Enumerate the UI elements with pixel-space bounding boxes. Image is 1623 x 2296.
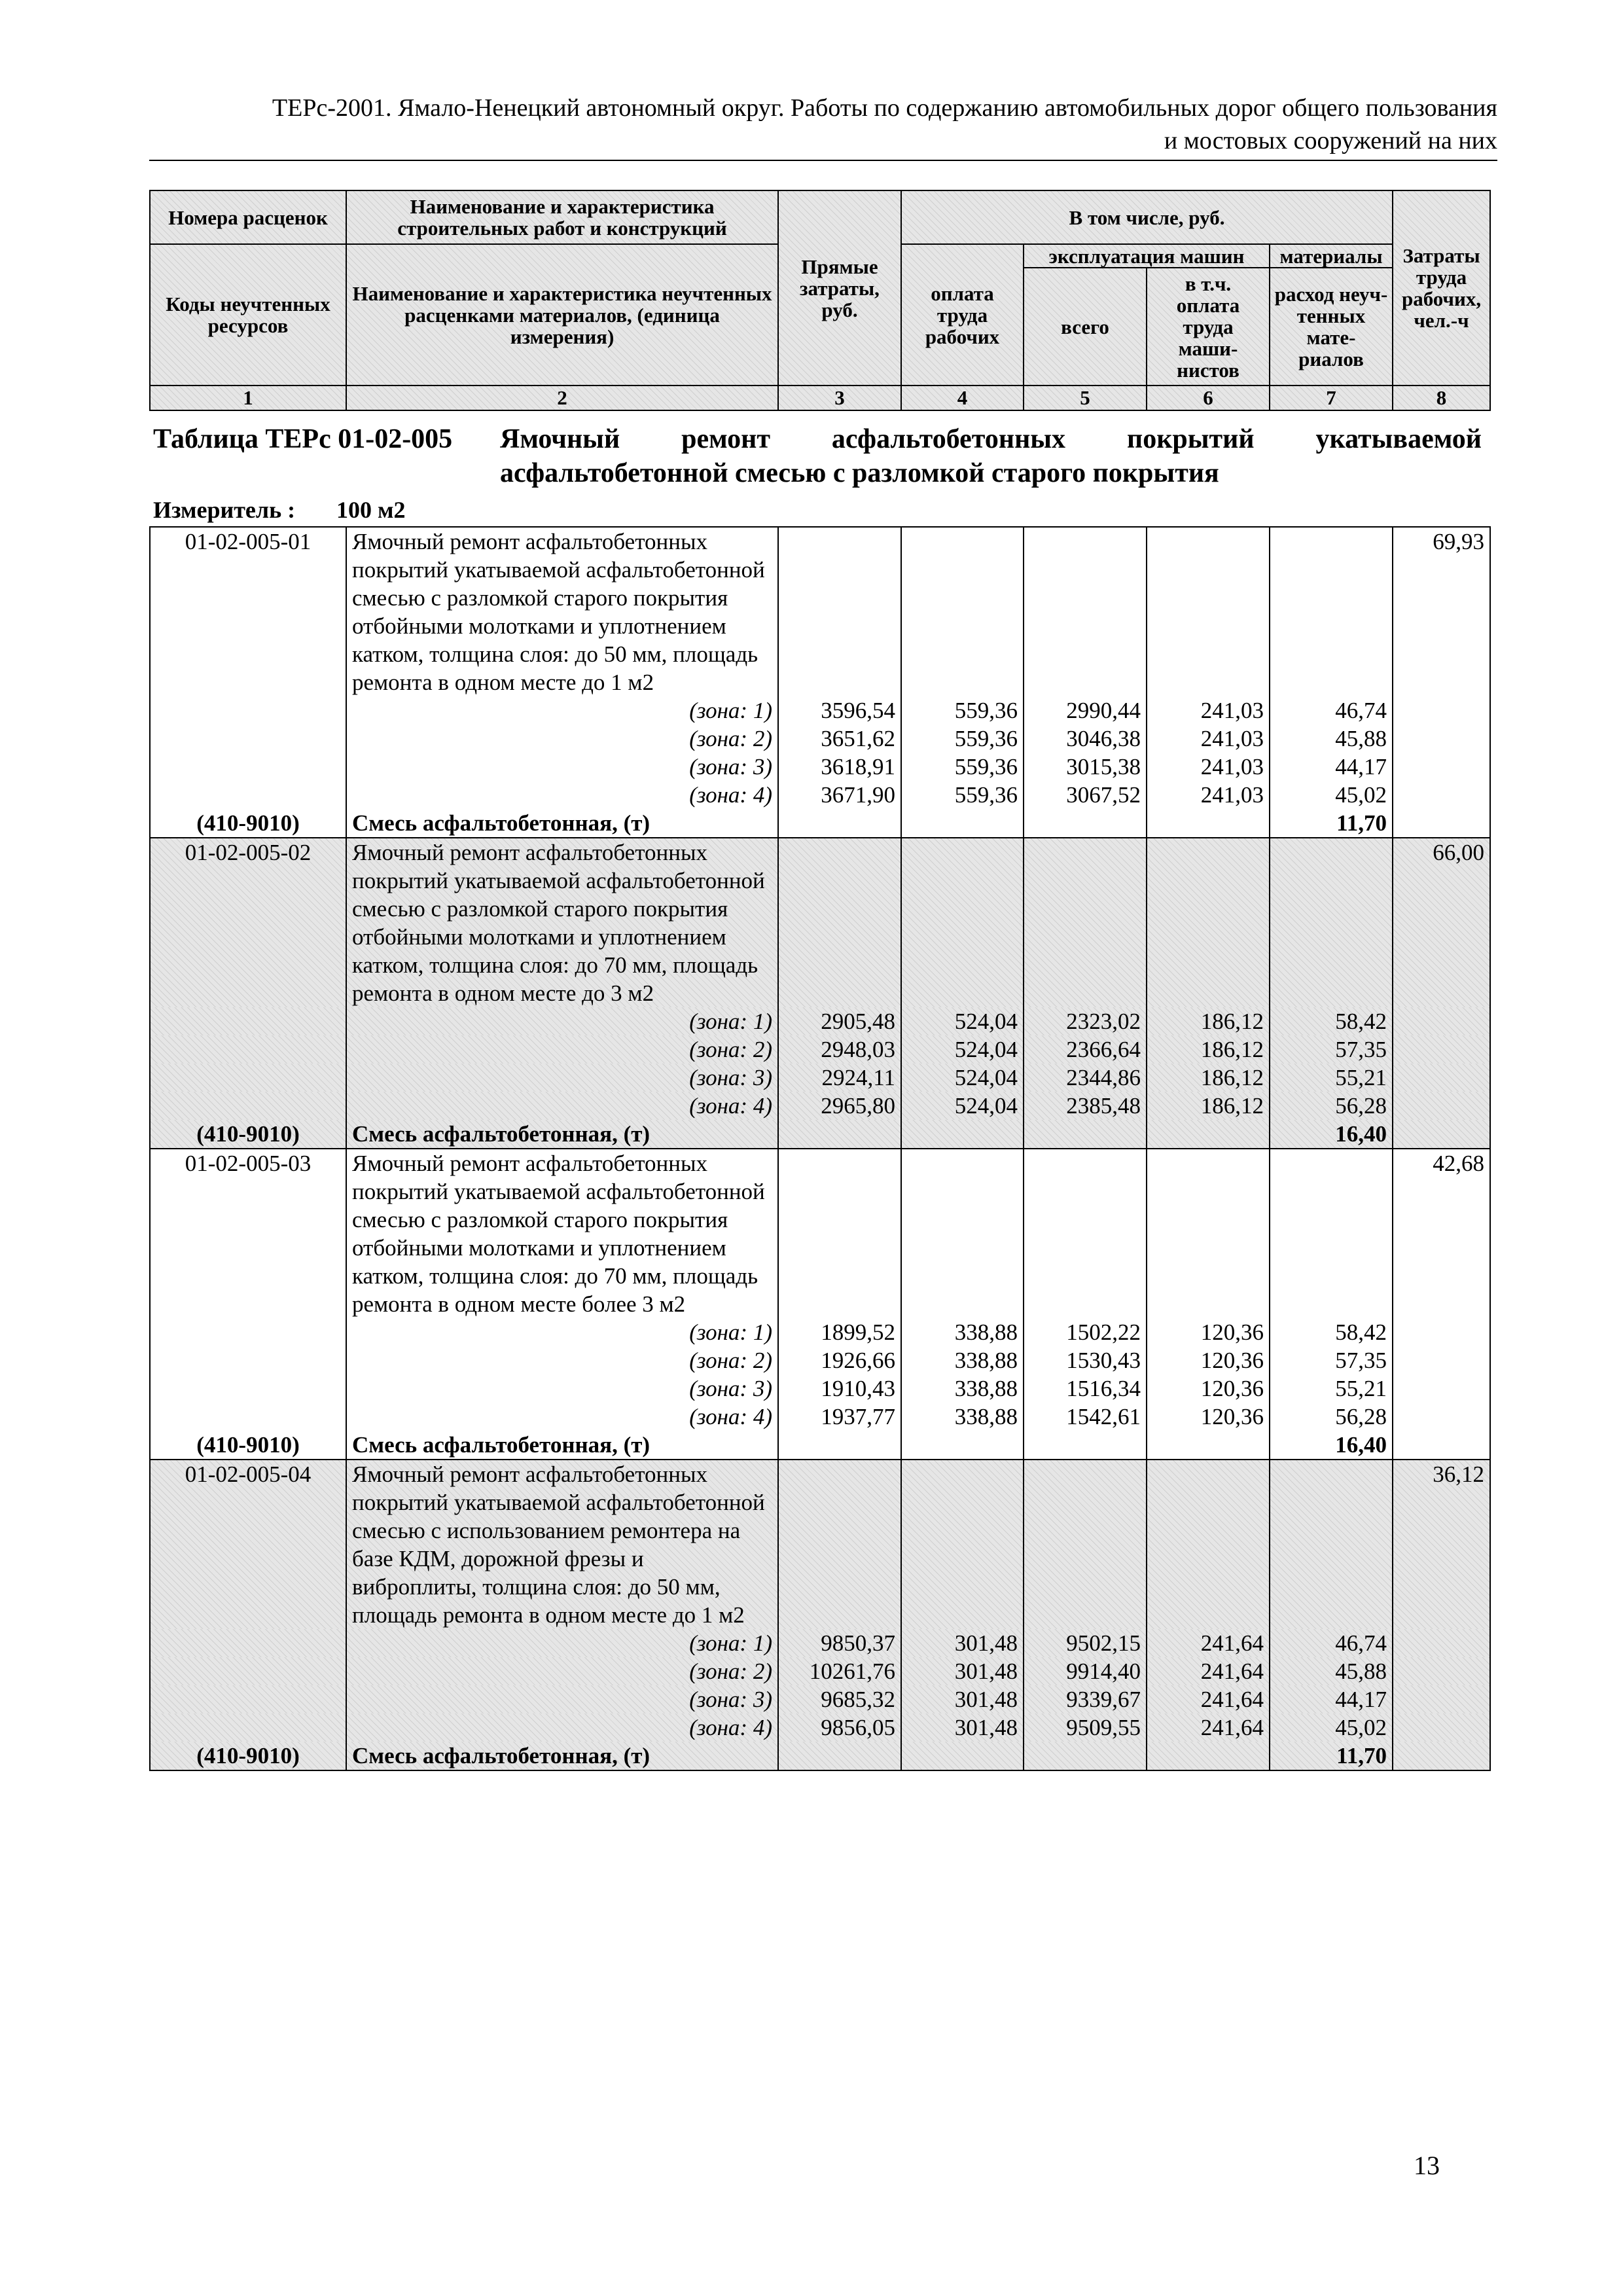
zone-label: (зона: 2) — [346, 1035, 778, 1064]
zone-row — [150, 1346, 1490, 1374]
empty-cell — [1393, 1092, 1490, 1120]
labor-cost: 69,93 — [1393, 527, 1490, 696]
header-col1-top: Номера расценок — [150, 190, 346, 244]
zone-machines: 2366,64 — [1024, 1035, 1147, 1064]
zone-materials: 45,88 — [1270, 725, 1393, 753]
header-line-1: ТЕРс-2001. Ямало-Ненецкий автономный округ. Работы по содержанию автомобильных дорог общего пользования — [272, 94, 1497, 122]
zone-wages: 524,04 — [901, 1092, 1024, 1120]
empty-cell — [1147, 809, 1270, 838]
empty-cell — [778, 838, 901, 1007]
zone-label: (зона: 2) — [346, 1346, 778, 1374]
zone-machines: 9339,67 — [1024, 1685, 1147, 1713]
resource-name: Смесь асфальтобетонная, (т) — [346, 809, 778, 838]
empty-cell — [1393, 696, 1490, 725]
empty-cell — [1147, 1149, 1270, 1318]
zone-operators: 120,36 — [1147, 1403, 1270, 1431]
zone-direct: 2924,11 — [778, 1064, 901, 1092]
column-number: 2 — [346, 386, 778, 410]
header-unaccounted-materials: расход неуч-тенных мате-риалов — [1270, 268, 1393, 386]
resource-code: (410-9010) — [150, 1431, 346, 1460]
zone-label: (зона: 3) — [346, 1064, 778, 1092]
zone-wages: 338,88 — [901, 1318, 1024, 1346]
zone-operators: 241,03 — [1147, 781, 1270, 809]
resource-quantity: 11,70 — [1270, 1742, 1393, 1770]
empty-cell — [150, 1403, 346, 1431]
empty-cell — [150, 1064, 346, 1092]
zone-direct: 2965,80 — [778, 1092, 901, 1120]
zone-materials: 45,02 — [1270, 781, 1393, 809]
header-including: В том числе, руб. — [901, 190, 1393, 244]
zone-materials: 44,17 — [1270, 753, 1393, 781]
empty-cell — [1024, 809, 1147, 838]
resource-row — [150, 1742, 1490, 1770]
zone-wages: 524,04 — [901, 1007, 1024, 1035]
empty-cell — [1147, 527, 1270, 696]
zone-label: (зона: 4) — [346, 1092, 778, 1120]
zone-row — [150, 753, 1490, 781]
rate-row — [150, 838, 1490, 1007]
zone-row — [150, 1403, 1490, 1431]
rate-row — [150, 1149, 1490, 1318]
meter — [153, 496, 406, 524]
empty-cell — [1024, 838, 1147, 1007]
zone-wages: 559,36 — [901, 753, 1024, 781]
empty-cell — [1393, 1657, 1490, 1685]
zone-label: (зона: 4) — [346, 1403, 778, 1431]
page-number: 13 — [1414, 2151, 1440, 2180]
zone-operators: 120,36 — [1147, 1346, 1270, 1374]
empty-cell — [1024, 1742, 1147, 1770]
zone-wages: 524,04 — [901, 1035, 1024, 1064]
empty-cell — [1024, 1460, 1147, 1629]
document-header — [149, 92, 1497, 161]
empty-cell — [1393, 1685, 1490, 1713]
empty-cell — [1393, 1403, 1490, 1431]
empty-cell — [150, 1346, 346, 1374]
zone-label: (зона: 3) — [346, 753, 778, 781]
column-number: 4 — [901, 386, 1024, 410]
empty-cell — [1393, 1035, 1490, 1064]
empty-cell — [1393, 1742, 1490, 1770]
empty-cell — [1024, 1431, 1147, 1460]
resource-code: (410-9010) — [150, 1742, 346, 1770]
rate-description: Ямочный ремонт асфальтобетонных покрытий укатываемой асфальтобетонной смесью с разломкой старого покрытия отбойными молотками и уплотнением катком, толщина слоя: до 50 мм, площадь ремонта в одном месте до 1 м2 — [346, 527, 778, 696]
zone-machines: 1530,43 — [1024, 1346, 1147, 1374]
empty-cell — [150, 1629, 346, 1657]
zone-operators: 186,12 — [1147, 1035, 1270, 1064]
rate-description: Ямочный ремонт асфальтобетонных покрытий укатываемой асфальтобетонной смесью с разломкой старого покрытия отбойными молотками и уплотнением катком, толщина слоя: до 70 мм, площадь ремонта в одном месте более 3 м2 — [346, 1149, 778, 1318]
empty-cell — [1393, 1318, 1490, 1346]
zone-label: (зона: 1) — [346, 1318, 778, 1346]
zone-materials: 58,42 — [1270, 1318, 1393, 1346]
header-machines: эксплуатация машин — [1024, 244, 1270, 268]
zone-row — [150, 725, 1490, 753]
empty-cell — [1393, 1064, 1490, 1092]
zone-machines: 3015,38 — [1024, 753, 1147, 781]
resource-code: (410-9010) — [150, 809, 346, 838]
zone-machines: 9509,55 — [1024, 1713, 1147, 1742]
zone-operators: 241,03 — [1147, 725, 1270, 753]
zone-machines: 3046,38 — [1024, 725, 1147, 753]
zone-operators: 241,64 — [1147, 1657, 1270, 1685]
zone-wages: 338,88 — [901, 1346, 1024, 1374]
column-number: 5 — [1024, 386, 1147, 410]
header-labor-costs: Затраты труда рабочих, чел.-ч — [1393, 190, 1490, 386]
resource-quantity: 11,70 — [1270, 809, 1393, 838]
column-header-table — [149, 190, 1491, 411]
empty-cell — [1393, 1374, 1490, 1403]
zone-operators: 120,36 — [1147, 1374, 1270, 1403]
zone-label: (зона: 2) — [346, 725, 778, 753]
zone-operators: 186,12 — [1147, 1092, 1270, 1120]
zone-operators: 241,64 — [1147, 1685, 1270, 1713]
empty-cell — [901, 1120, 1024, 1149]
zone-wages: 301,48 — [901, 1713, 1024, 1742]
empty-cell — [1147, 1120, 1270, 1149]
zone-machines: 2344,86 — [1024, 1064, 1147, 1092]
rate-row — [150, 1460, 1490, 1629]
empty-cell — [778, 1431, 901, 1460]
zone-row — [150, 781, 1490, 809]
zone-row — [150, 1657, 1490, 1685]
zone-materials: 55,21 — [1270, 1374, 1393, 1403]
empty-cell — [150, 1713, 346, 1742]
zone-row — [150, 696, 1490, 725]
resource-row — [150, 1431, 1490, 1460]
column-number: 8 — [1393, 386, 1490, 410]
column-number: 6 — [1147, 386, 1270, 410]
zone-wages: 301,48 — [901, 1657, 1024, 1685]
zone-row — [150, 1374, 1490, 1403]
zone-direct: 2905,48 — [778, 1007, 901, 1035]
zone-direct: 9685,32 — [778, 1685, 901, 1713]
zone-operators: 186,12 — [1147, 1007, 1270, 1035]
empty-cell — [778, 1149, 901, 1318]
resource-name: Смесь асфальтобетонная, (т) — [346, 1742, 778, 1770]
empty-cell — [1393, 725, 1490, 753]
empty-cell — [150, 1318, 346, 1346]
empty-cell — [901, 527, 1024, 696]
zone-direct: 1926,66 — [778, 1346, 901, 1374]
resource-quantity: 16,40 — [1270, 1120, 1393, 1149]
rates-table — [149, 526, 1491, 1771]
empty-cell — [1393, 1713, 1490, 1742]
header-col2-bottom: Наименование и характеристика неучтенных расценками материалов, (единица измерения) — [346, 244, 778, 386]
zone-direct: 3651,62 — [778, 725, 901, 753]
zone-label: (зона: 3) — [346, 1685, 778, 1713]
zone-label: (зона: 3) — [346, 1374, 778, 1403]
empty-cell — [1393, 1629, 1490, 1657]
zone-label: (зона: 2) — [346, 1657, 778, 1685]
zone-machines: 2323,02 — [1024, 1007, 1147, 1035]
zone-row — [150, 1713, 1490, 1742]
zone-label: (зона: 4) — [346, 1713, 778, 1742]
zone-machines: 1516,34 — [1024, 1374, 1147, 1403]
zone-direct: 3618,91 — [778, 753, 901, 781]
resource-row — [150, 1120, 1490, 1149]
empty-cell — [150, 1007, 346, 1035]
rate-code: 01-02-005-01 — [150, 527, 346, 696]
header-worker-wages: оплата труда рабочих — [901, 244, 1024, 386]
rate-description: Ямочный ремонт асфальтобетонных покрытий укатываемой асфальтобетонной смесью с разломкой старого покрытия отбойными молотками и уплотнением катком, толщина слоя: до 70 мм, площадь ремонта в одном месте до 3 м2 — [346, 838, 778, 1007]
empty-cell — [1024, 1120, 1147, 1149]
zone-machines: 1542,61 — [1024, 1403, 1147, 1431]
zone-operators: 241,03 — [1147, 696, 1270, 725]
empty-cell — [901, 838, 1024, 1007]
zone-operators: 241,03 — [1147, 753, 1270, 781]
empty-cell — [1024, 527, 1147, 696]
empty-cell — [150, 1035, 346, 1064]
labor-cost: 42,68 — [1393, 1149, 1490, 1318]
column-number: 3 — [778, 386, 901, 410]
zone-row — [150, 1035, 1490, 1064]
zone-direct: 9856,05 — [778, 1713, 901, 1742]
empty-cell — [1393, 809, 1490, 838]
resource-quantity: 16,40 — [1270, 1431, 1393, 1460]
zone-wages: 338,88 — [901, 1374, 1024, 1403]
table-title-code: Таблица ТЕРс 01-02-005 — [153, 424, 453, 454]
header-col2-top: Наименование и характеристика строительных работ и конструкций — [346, 190, 778, 244]
zone-direct: 1910,43 — [778, 1374, 901, 1403]
zone-direct: 3596,54 — [778, 696, 901, 725]
zone-materials: 55,21 — [1270, 1064, 1393, 1092]
labor-cost: 66,00 — [1393, 838, 1490, 1007]
resource-name: Смесь асфальтобетонная, (т) — [346, 1120, 778, 1149]
table-title-line-1: Ямочный ремонт асфальтобетонных покрытий укатываемой — [500, 424, 1482, 454]
zone-wages: 524,04 — [901, 1064, 1024, 1092]
empty-cell — [1393, 781, 1490, 809]
header-machines-total: всего — [1024, 268, 1147, 386]
empty-cell — [1393, 1120, 1490, 1149]
zone-machines: 9914,40 — [1024, 1657, 1147, 1685]
header-materials: материалы — [1270, 244, 1393, 268]
zone-row — [150, 1318, 1490, 1346]
zone-label: (зона: 1) — [346, 1629, 778, 1657]
zone-operators: 241,64 — [1147, 1629, 1270, 1657]
empty-cell — [1270, 1460, 1393, 1629]
zone-materials: 46,74 — [1270, 1629, 1393, 1657]
header-direct-costs: Прямые затраты, руб. — [778, 190, 901, 386]
zone-materials: 57,35 — [1270, 1035, 1393, 1064]
empty-cell — [150, 725, 346, 753]
header-line-2: и мостовых сооружений на них — [1164, 127, 1497, 154]
rate-code: 01-02-005-04 — [150, 1460, 346, 1629]
column-number: 7 — [1270, 386, 1393, 410]
zone-materials: 58,42 — [1270, 1007, 1393, 1035]
empty-cell — [150, 1374, 346, 1403]
meter-value: 100 м2 — [336, 497, 406, 523]
empty-cell — [1147, 1742, 1270, 1770]
zone-machines: 2990,44 — [1024, 696, 1147, 725]
zone-row — [150, 1629, 1490, 1657]
column-numbers-row — [150, 386, 1490, 410]
zone-materials: 45,02 — [1270, 1713, 1393, 1742]
zone-wages: 301,48 — [901, 1685, 1024, 1713]
empty-cell — [1270, 838, 1393, 1007]
empty-cell — [150, 1657, 346, 1685]
empty-cell — [150, 781, 346, 809]
zone-machines: 9502,15 — [1024, 1629, 1147, 1657]
empty-cell — [1147, 1460, 1270, 1629]
rate-row — [150, 527, 1490, 696]
rate-code: 01-02-005-03 — [150, 1149, 346, 1318]
zone-direct: 9850,37 — [778, 1629, 901, 1657]
header-operator-wages: в т.ч. оплата труда маши-нистов — [1147, 268, 1270, 386]
empty-cell — [1270, 527, 1393, 696]
zone-wages: 301,48 — [901, 1629, 1024, 1657]
empty-cell — [1024, 1149, 1147, 1318]
empty-cell — [778, 1460, 901, 1629]
zone-operators: 241,64 — [1147, 1713, 1270, 1742]
empty-cell — [778, 809, 901, 838]
empty-cell — [150, 1685, 346, 1713]
empty-cell — [150, 696, 346, 725]
table-title-line-2: асфальтобетонной смесью с разломкой старого покрытия — [500, 458, 1219, 488]
empty-cell — [778, 1120, 901, 1149]
empty-cell — [150, 753, 346, 781]
column-number: 1 — [150, 386, 346, 410]
zone-materials: 56,28 — [1270, 1403, 1393, 1431]
empty-cell — [1393, 1431, 1490, 1460]
zone-materials: 44,17 — [1270, 1685, 1393, 1713]
zone-wages: 338,88 — [901, 1403, 1024, 1431]
zone-machines: 3067,52 — [1024, 781, 1147, 809]
zone-label: (зона: 1) — [346, 1007, 778, 1035]
zone-direct: 3671,90 — [778, 781, 901, 809]
empty-cell — [1270, 1149, 1393, 1318]
zone-direct: 10261,76 — [778, 1657, 901, 1685]
zone-row — [150, 1092, 1490, 1120]
zone-materials: 46,74 — [1270, 696, 1393, 725]
zone-operators: 120,36 — [1147, 1318, 1270, 1346]
meter-label: Измеритель : — [153, 497, 296, 523]
empty-cell — [150, 1092, 346, 1120]
zone-materials: 57,35 — [1270, 1346, 1393, 1374]
empty-cell — [1147, 1431, 1270, 1460]
zone-row — [150, 1007, 1490, 1035]
empty-cell — [901, 1460, 1024, 1629]
zone-machines: 2385,48 — [1024, 1092, 1147, 1120]
empty-cell — [1147, 838, 1270, 1007]
zone-wages: 559,36 — [901, 725, 1024, 753]
zone-wages: 559,36 — [901, 696, 1024, 725]
zone-label: (зона: 1) — [346, 696, 778, 725]
header-col1-bottom: Коды неучтенных ресурсов — [150, 244, 346, 386]
empty-cell — [901, 1431, 1024, 1460]
empty-cell — [1393, 1346, 1490, 1374]
resource-code: (410-9010) — [150, 1120, 346, 1149]
labor-cost: 36,12 — [1393, 1460, 1490, 1629]
empty-cell — [1393, 1007, 1490, 1035]
zone-materials: 45,88 — [1270, 1657, 1393, 1685]
zone-row — [150, 1064, 1490, 1092]
zone-direct: 1899,52 — [778, 1318, 901, 1346]
zone-direct: 1937,77 — [778, 1403, 901, 1431]
empty-cell — [901, 1742, 1024, 1770]
zone-wages: 559,36 — [901, 781, 1024, 809]
empty-cell — [901, 809, 1024, 838]
empty-cell — [901, 1149, 1024, 1318]
zone-operators: 186,12 — [1147, 1064, 1270, 1092]
empty-cell — [778, 1742, 901, 1770]
empty-cell — [778, 527, 901, 696]
zone-row — [150, 1685, 1490, 1713]
resource-row — [150, 809, 1490, 838]
zone-machines: 1502,22 — [1024, 1318, 1147, 1346]
empty-cell — [1393, 753, 1490, 781]
rate-code: 01-02-005-02 — [150, 838, 346, 1007]
resource-name: Смесь асфальтобетонная, (т) — [346, 1431, 778, 1460]
zone-direct: 2948,03 — [778, 1035, 901, 1064]
rate-description: Ямочный ремонт асфальтобетонных покрытий укатываемой асфальтобетонной смесью с использованием ремонтера на базе КДМ, дорожной фрезы и виброплиты, толщина слоя: до 50 мм, площадь ремонта в одном месте до 1 м2 — [346, 1460, 778, 1629]
zone-materials: 56,28 — [1270, 1092, 1393, 1120]
zone-label: (зона: 4) — [346, 781, 778, 809]
